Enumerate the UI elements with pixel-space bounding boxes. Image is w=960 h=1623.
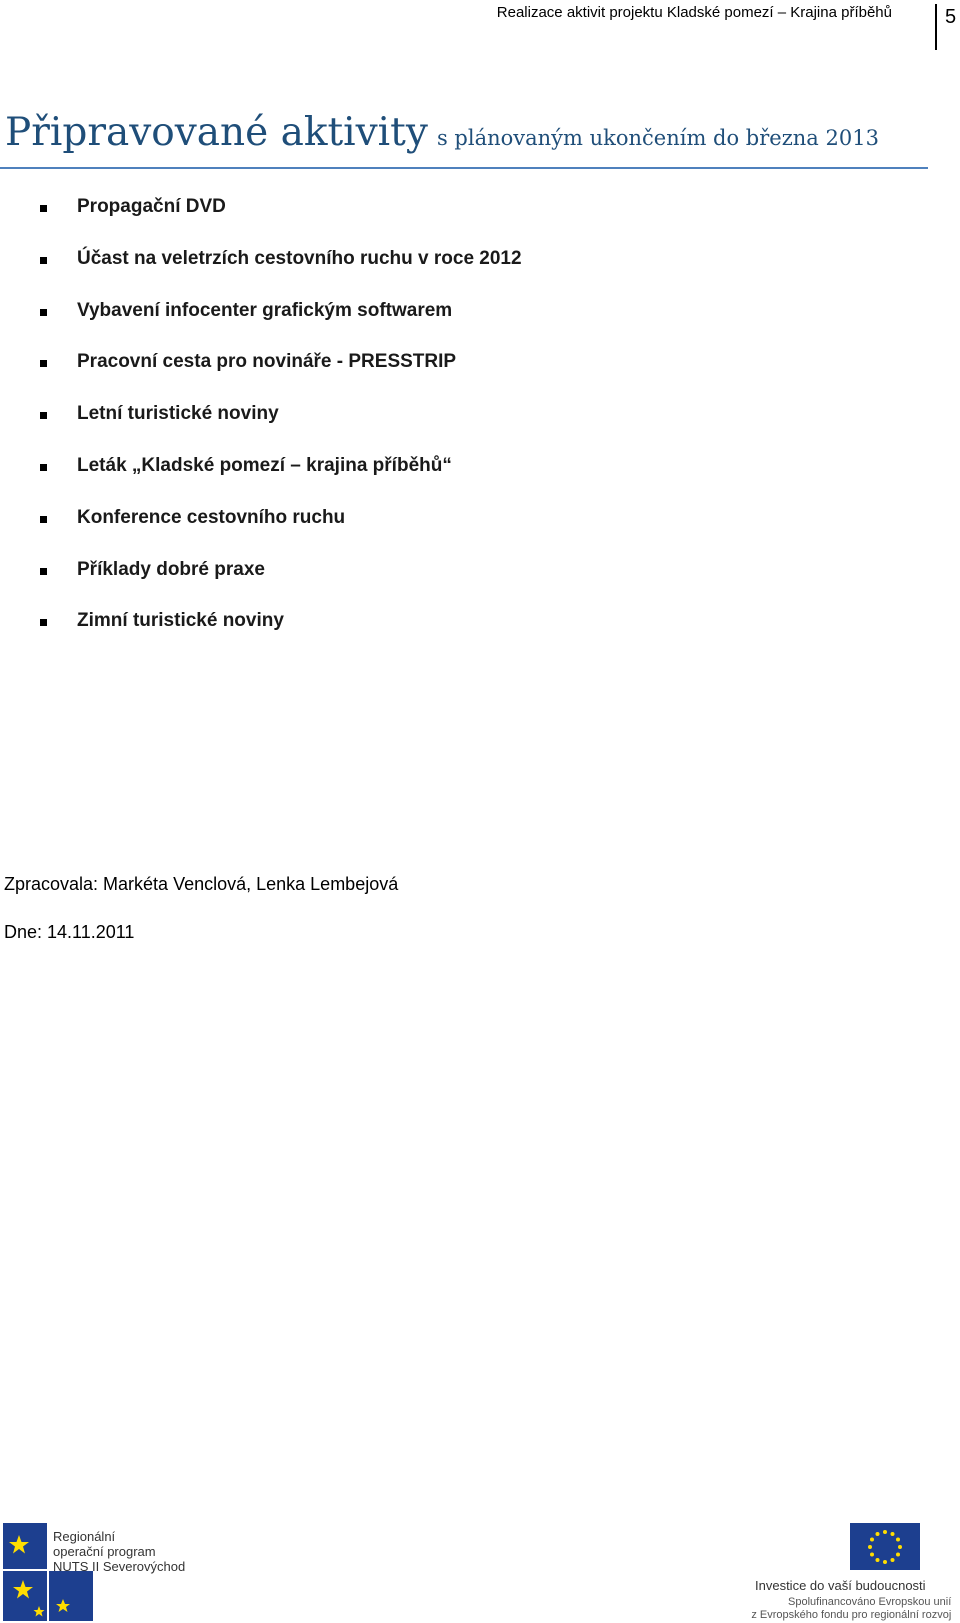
- title-underline: [0, 167, 928, 169]
- activity-label: Zimní turistické noviny: [77, 610, 284, 632]
- activity-label: Pracovní cesta pro novináře - PRESSTRIP: [77, 351, 457, 373]
- bullet-icon: [40, 309, 47, 316]
- running-header: Realizace aktivit projektu Kladské pomezí – Krajina příběhů: [496, 4, 892, 21]
- activity-label: Vybavení infocenter grafickým softwarem: [77, 299, 453, 321]
- list-item: [40, 507, 522, 559]
- date-line: Dne: 14.11.2011: [4, 922, 135, 942]
- eu-logo: [700, 1523, 952, 1623]
- list-item: [40, 196, 522, 248]
- rop-logo-text: Regionální operační program NUTS II Severovýchod: [53, 1529, 186, 1574]
- list-item: [40, 610, 522, 662]
- bullet-icon: [40, 205, 47, 212]
- bullet-icon: [40, 257, 47, 264]
- page-number: 5: [945, 6, 957, 28]
- list-item: [40, 455, 522, 507]
- page-title: [5, 110, 925, 155]
- list-item: [40, 559, 522, 611]
- activity-label: Propagační DVD: [77, 196, 226, 217]
- list-item: [40, 248, 522, 300]
- eu-cofinance-text: Spolufinancováno Evropskou unií z Evropského fondu pro regionální rozvoj: [751, 1596, 952, 1621]
- bullet-icon: [40, 412, 47, 419]
- list-item: [40, 403, 522, 455]
- bullet-icon: [40, 619, 47, 626]
- activity-label: Účast na veletrzích cestovního ruchu v roce 2012: [77, 247, 522, 269]
- bullet-icon: [40, 568, 47, 575]
- author-line: Zpracovala: Markéta Venclová, Lenka Lembejová: [4, 874, 399, 894]
- bullet-icon: [40, 516, 47, 523]
- activity-label: Příklady dobré praxe: [77, 558, 265, 580]
- list-item: [40, 300, 522, 352]
- rop-logo: [3, 1523, 203, 1621]
- bullet-icon: [40, 464, 47, 471]
- activity-list: [40, 196, 522, 662]
- activity-label: Letní turistické noviny: [77, 403, 279, 425]
- eu-flag-icon: [850, 1523, 920, 1570]
- bullet-icon: [40, 360, 47, 367]
- eu-slogan: Investice do vaší budoucnosti: [755, 1578, 926, 1593]
- section-title: Připravované aktivity: [5, 110, 428, 155]
- section-subtitle: s plánovaným ukončením do března 2013: [436, 126, 879, 150]
- header-divider: [935, 4, 937, 50]
- activity-label: Konference cestovního ruchu: [77, 506, 346, 528]
- activity-label: Leták „Kladské pomezí – krajina příběhů“: [77, 454, 452, 476]
- list-item: [40, 351, 522, 403]
